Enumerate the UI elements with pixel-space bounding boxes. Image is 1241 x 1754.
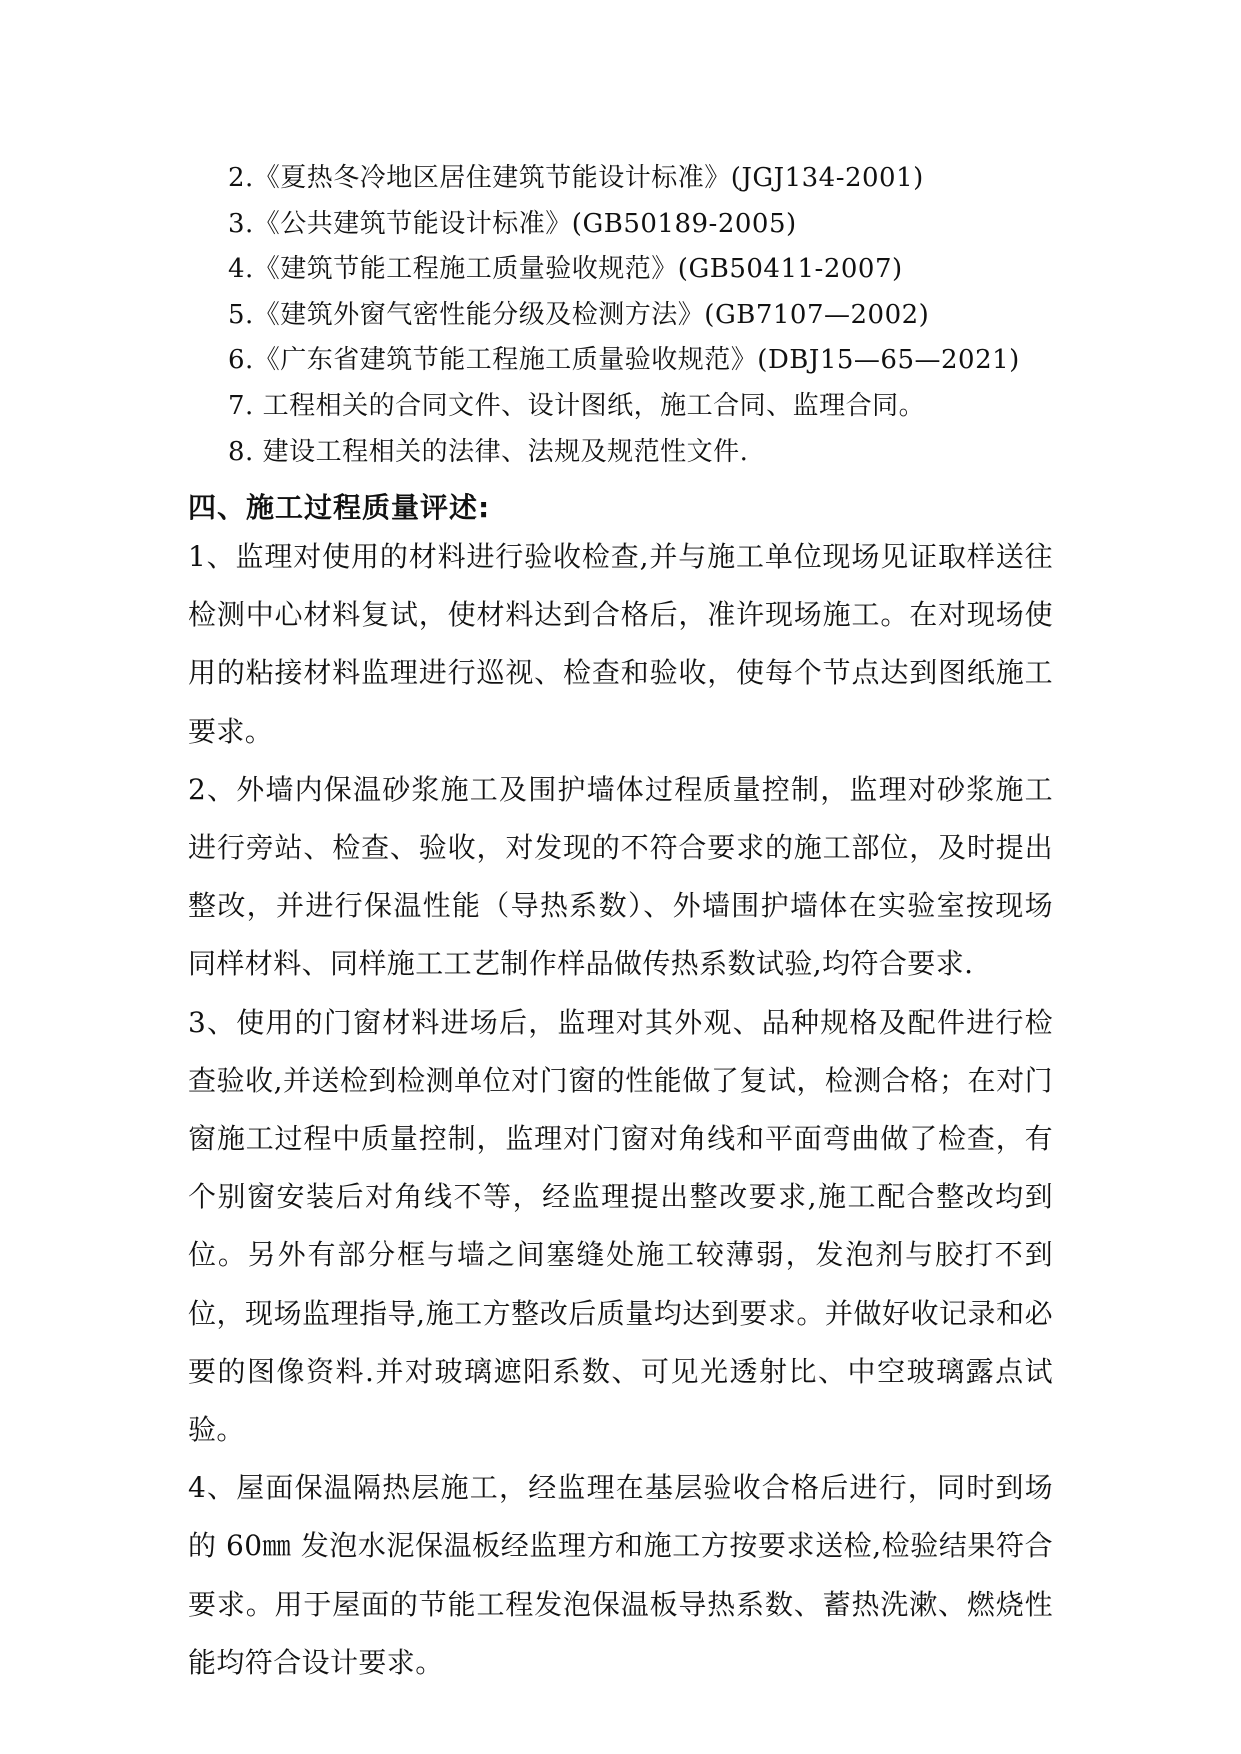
reference-item: 8. 建设工程相关的法律、法规及规范性文件. [228, 436, 749, 467]
reference-item: 7. 工程相关的合同文件、设计图纸，施工合同、监理合同。 [228, 390, 926, 421]
reference-item: 3.《公共建筑节能设计标准》(GB50189-2005) [228, 208, 797, 239]
reference-item: 4.《建筑节能工程施工质量验收规范》(GB50411-2007) [228, 254, 903, 285]
reference-item: 2.《夏热冬冷地区居住建筑节能设计标准》(JGJ134-2001) [228, 163, 924, 193]
section-body [188, 528, 1053, 1692]
reference-item: 6.《广东省建筑节能工程施工质量验收规范》(DBJ15—65—2021) [228, 345, 1020, 376]
reference-list [228, 156, 1128, 475]
reference-item: 5.《建筑外窗气密性能分级及检测方法》(GB7107—2002) [228, 299, 930, 330]
paragraph-wall-insulation: 2、外墙内保温砂浆施工及围护墙体过程质量控制，监理对砂浆施工进行旁站、检查、验收，对发现的不符合要求的施工部位，及时提出整改，并进行保温性能（导热系数）、外墙围护墙体在实验室按现场同样材料、同样施工工艺制作样品做传热系数试验,均符合要求. [188, 772, 1053, 981]
section-heading: 四、施工过程质量评述: [188, 491, 491, 524]
paragraph-roof-insulation: 4、屋面保温隔热层施工，经监理在基层验收合格后进行，同时到场的 60㎜ 发泡水泥保温板经监理方和施工方按要求送检,检验结果符合要求。用于屋面的节能工程发泡保温板导热系数、蓄热洗漱、燃烧性能均符合设计要求。 [188, 1471, 1053, 1679]
paragraph-materials-inspection: 1、监理对使用的材料进行验收检查,并与施工单位现场见证取样送往检测中心材料复试，使材料达到合格后，准许现场施工。在对现场使用的粘接材料监理进行巡视、检查和验收，使每个节点达到图纸施工要求。 [188, 540, 1053, 748]
paragraph-doors-windows: 3、使用的门窗材料进场后，监理对其外观、品种规格及配件进行检查验收,并送检到检测单位对门窗的性能做了复试，检测合格；在对门窗施工过程中质量控制，监理对门窗对角线和平面弯曲做了检查，有个别窗安装后对角线不等，经监理提出整改要求,施工配合整改均到位。另外有部分框与墙之间塞缝处施工较薄弱，发泡剂与胶打不到位，现场监理指导,施工方整改后质量均达到要求。并做好收记录和必要的图像资料.并对玻璃遮阳系数、可见光透射比、中空玻璃露点试验。 [188, 1005, 1053, 1447]
